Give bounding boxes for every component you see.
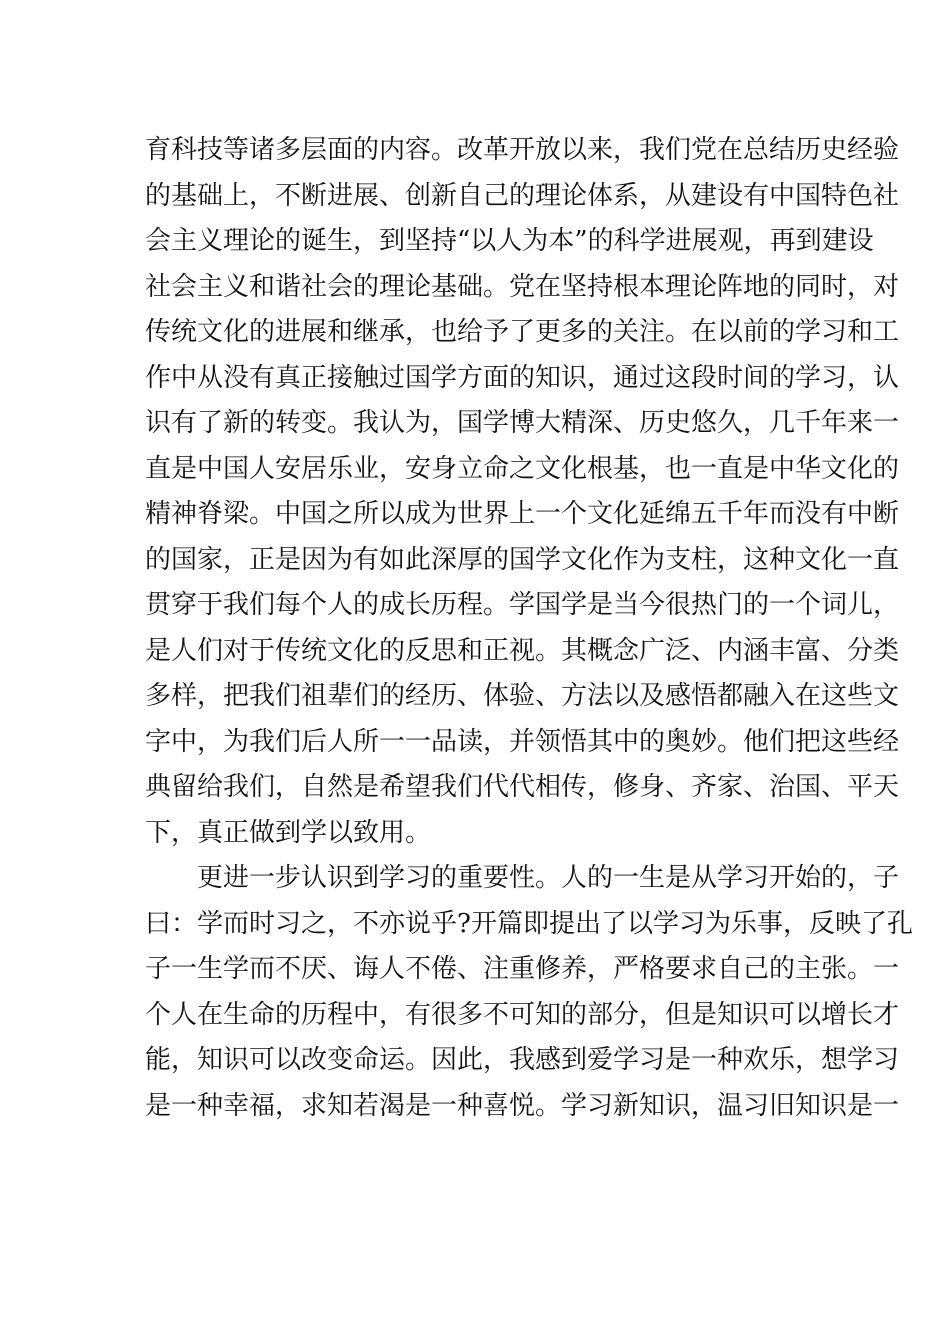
text-line: 能，知识可以改变命运。因此，我感到爱学习是一种欢乐，想学习 <box>145 1045 900 1075</box>
paragraph-end-line: 下，真正做到学以致用。 <box>145 817 432 848</box>
text-line: 识有了新的转变。我认为，国学博大精深、历史悠久，几千年来一 <box>145 408 900 438</box>
text-line: 的国家，正是因为有如此深厚的国学文化作为支柱，这种文化一直 <box>145 544 900 575</box>
text-line: 会主义理论的诞生，到坚持“以人为本”的科学进展观，再到建设 <box>145 226 874 256</box>
text-line: 育科技等诸多层面的内容。改革开放以来，我们党在总结历史经验 <box>145 135 900 165</box>
text-line: 是人们对于传统文化的反思和正视。其概念广泛、内涵丰富、分类 <box>145 635 900 666</box>
text-line: 社会主义和谐社会的理论基础。党在坚持根本理论阵地的同时，对 <box>145 271 900 302</box>
text-line: 贯穿于我们每个人的成长历程。学国学是当今很热门的一个词儿， <box>145 590 900 620</box>
text-line: 子一生学而不厌、诲人不倦、注重修养，严格要求自己的主张。一 <box>145 954 900 984</box>
paragraph-first-line: 更进一步认识到学习的重要性。人的一生是从学习开始的，子 <box>197 863 900 893</box>
text-line: 作中从没有真正接触过国学方面的知识，通过这段时间的学习，认 <box>145 362 900 393</box>
body-text <box>145 128 913 1129</box>
text-line: 是一种幸福，求知若渴是一种喜悦。学习新知识，温习旧知识是一 <box>145 1090 900 1121</box>
text-line: 精神脊梁。中国之所以成为世界上一个文化延绵五千年而没有中断 <box>145 499 900 529</box>
text-line: 传统文化的进展和继承，也给予了更多的关注。在以前的学习和工 <box>145 317 900 347</box>
text-line: 曰：学而时习之，不亦说乎?开篇即提出了以学习为乐事，反映了孔 <box>145 908 913 939</box>
text-line: 直是中国人安居乐业，安身立命之文化根基，也一直是中华文化的 <box>145 453 900 484</box>
text-line: 个人在生命的历程中，有很多不可知的部分，但是知识可以增长才 <box>145 999 900 1030</box>
text-line: 典留给我们，自然是希望我们代代相传，修身、齐家、治国、平天 <box>145 772 900 802</box>
text-line: 多样，把我们祖辈们的经历、体验、方法以及感悟都融入在这些文 <box>145 681 900 711</box>
text-line: 的基础上，不断进展、创新自己的理论体系，从建设有中国特色社 <box>145 180 900 211</box>
text-line: 字中，为我们后人所一一品读，并领悟其中的奥妙。他们把这些经 <box>145 726 900 757</box>
